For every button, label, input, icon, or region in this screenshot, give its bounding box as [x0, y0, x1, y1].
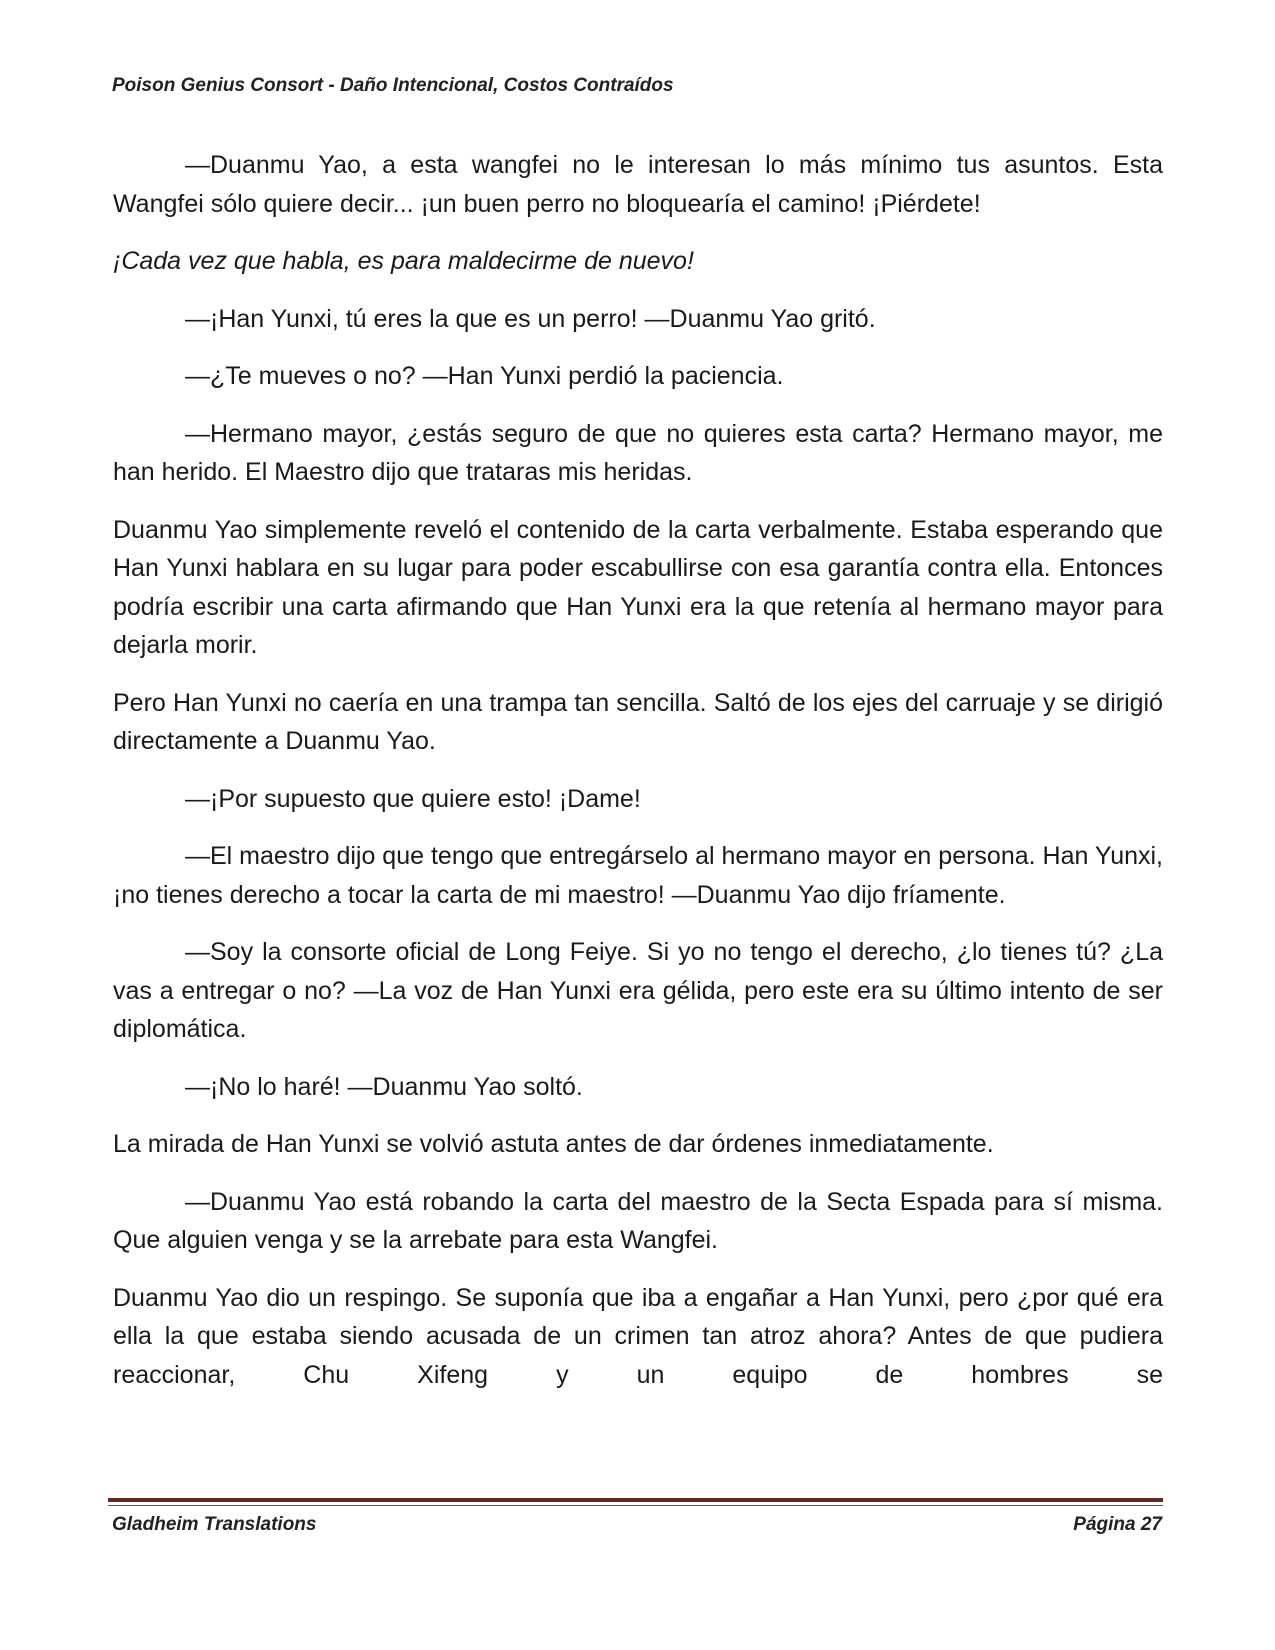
- paragraph: ¡Cada vez que habla, es para maldecirme de nuevo!: [113, 247, 694, 275]
- paragraph: —¡Por supuesto que quiere esto! ¡Dame!: [185, 784, 641, 813]
- footer-divider: [108, 1498, 1163, 1502]
- paragraph: —¿Te mueves o no? —Han Yunxi perdió la paciencia.: [185, 362, 784, 390]
- page-number: Página 27: [1073, 1514, 1162, 1535]
- paragraph: Duanmu Yao simplemente reveló el contenido de la carta verbalmente. Estaba esperando que Han Yunxi hablara en su lugar para poder escabullirse con esa garantía contra ella. Entonces podría escribir una carta afirmando que Han Yunxi era la que retenía al hermano mayor para dejarla morir.: [113, 515, 1163, 659]
- paragraph: —Soy la consorte oficial de Long Feiye. Si yo no tengo el derecho, ¿lo tienes tú? ¿La vas a entregar o no? —La voz de Han Yunxi era gélida, pero este era su último intento de ser diplomática.: [113, 938, 1163, 1043]
- paragraph: La mirada de Han Yunxi se volvió astuta antes de dar órdenes inmediatamente.: [113, 1130, 994, 1158]
- footer-credit: Gladheim Translations: [112, 1514, 317, 1535]
- paragraph: —Hermano mayor, ¿estás seguro de que no quieres esta carta? Hermano mayor, me han herido. El Maestro dijo que trataras mis heridas.: [113, 419, 1163, 486]
- paragraph: Pero Han Yunxi no caería en una trampa tan sencilla. Saltó de los ejes del carruaje y se dirigió directamente a Duanmu Yao.: [113, 688, 1163, 755]
- paragraph: Duanmu Yao dio un respingo. Se suponía que iba a engañar a Han Yunxi, pero ¿por qué era ella la que estaba siendo acusada de un crimen tan atroz ahora? Antes de que pudiera reaccionar, Chu Xifeng y un equipo de hombres se: [113, 1283, 1163, 1389]
- footer-divider-thin: [108, 1505, 1163, 1506]
- paragraph: —El maestro dijo que tengo que entregárselo al hermano mayor en persona. Han Yunxi, ¡no tienes derecho a tocar la carta de mi maestro! —Duanmu Yao dijo fríamente.: [113, 842, 1163, 909]
- paragraph: —¡Han Yunxi, tú eres la que es un perro! —Duanmu Yao gritó.: [185, 304, 876, 333]
- paragraph: —Duanmu Yao está robando la carta del maestro de la Secta Espada para sí misma. Que alguien venga y se la arrebate para esta Wangfei.: [113, 1187, 1163, 1254]
- page-footer: [112, 1513, 1162, 1537]
- page-header: Poison Genius Consort - Daño Intencional, Costos Contraídos: [112, 75, 674, 96]
- page-body: [113, 146, 1163, 1394]
- paragraph: —¡No lo haré! —Duanmu Yao soltó.: [185, 1072, 583, 1101]
- paragraph: —Duanmu Yao, a esta wangfei no le interesan lo más mínimo tus asuntos. Esta Wangfei sólo quiere decir... ¡un buen perro no bloquearía el camino! ¡Piérdete!: [113, 151, 1163, 218]
